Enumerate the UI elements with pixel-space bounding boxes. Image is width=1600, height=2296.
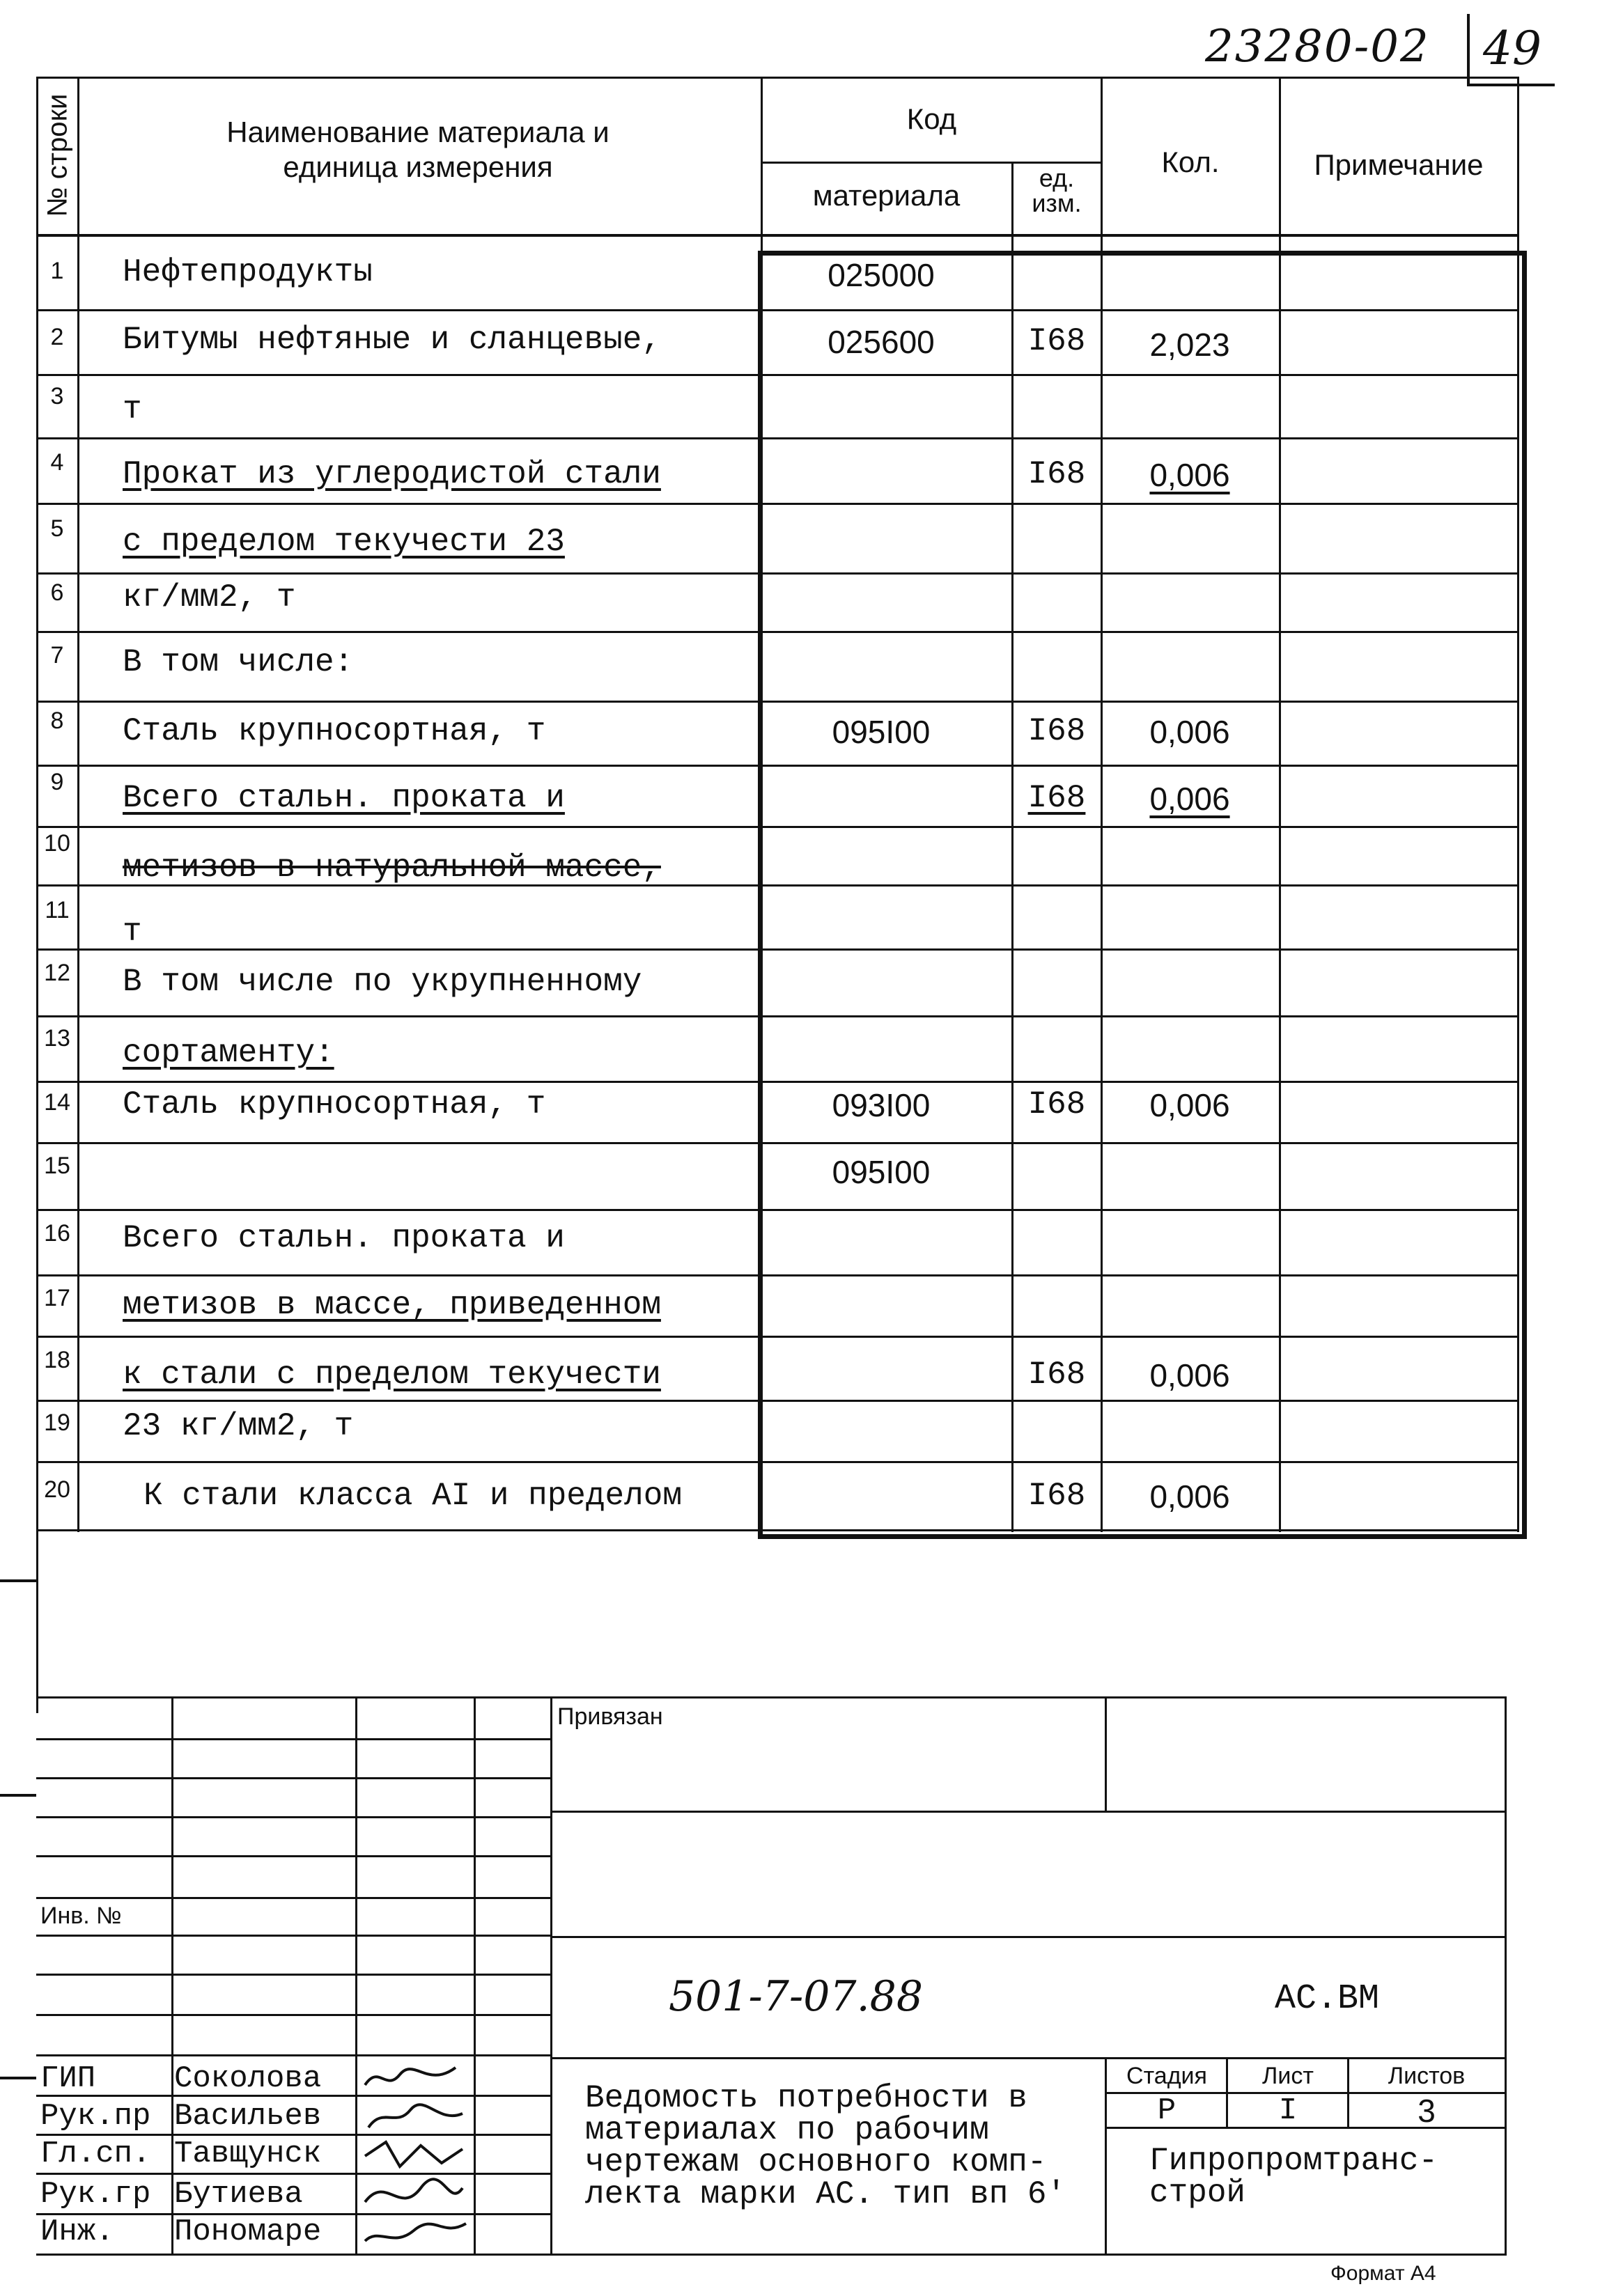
margin-mark xyxy=(0,2077,36,2079)
margin-mark xyxy=(0,1579,36,1582)
stamp-bottom-line xyxy=(36,2254,1507,2256)
project-code: 501-7-07.88 xyxy=(669,1972,924,2021)
document-code: 23280-02 xyxy=(1205,21,1430,72)
stamp-right-border xyxy=(1505,1696,1507,2256)
sheets-label: Листов xyxy=(1388,2063,1466,2089)
table-top-border xyxy=(36,77,1519,79)
material-code-header: материала xyxy=(812,179,961,212)
drawing-mark: АС.ВМ xyxy=(1275,1979,1380,2019)
sheet-value: I xyxy=(1278,2093,1298,2128)
signature-4 xyxy=(358,2174,469,2216)
data-block-frame xyxy=(758,251,1527,1539)
page-left-border xyxy=(36,77,38,1713)
header-bottom-line xyxy=(36,234,1519,237)
signature-2 xyxy=(358,2096,469,2138)
format-label: Формат А4 xyxy=(1330,2262,1436,2285)
sheet-label: Лист xyxy=(1262,2063,1314,2089)
signature-5 xyxy=(358,2213,469,2255)
qty-header: Кол. xyxy=(1161,146,1220,178)
stage-value: Р xyxy=(1157,2093,1176,2128)
margin-mark xyxy=(0,1794,36,1797)
row-number-header: № строки xyxy=(42,93,73,217)
rownum-col-border xyxy=(77,77,79,1532)
code-header: Код xyxy=(906,102,957,135)
inventory-number-label: Инв. № xyxy=(40,1903,122,1929)
unit-header: ед. изм. xyxy=(1032,164,1082,217)
name-header: Наименование материала и единица измерения xyxy=(226,116,609,184)
signature-1 xyxy=(358,2057,469,2099)
organization-name: Гипропромтранс- строй xyxy=(1149,2143,1438,2211)
stamp-top-line xyxy=(36,1696,1506,1698)
sheet-number: 49 xyxy=(1467,14,1555,86)
privyazan-label: Привязан xyxy=(557,1703,663,1730)
sheets-value: 3 xyxy=(1418,2093,1436,2129)
note-header: Примечание xyxy=(1314,148,1484,181)
signature-3 xyxy=(358,2135,469,2177)
document-title: Ведомость потребности в материалах по рабочим чертежам основного комп- лекта марки АС. тип вп 6' xyxy=(585,2080,1066,2212)
stage-label: Стадия xyxy=(1126,2063,1207,2089)
